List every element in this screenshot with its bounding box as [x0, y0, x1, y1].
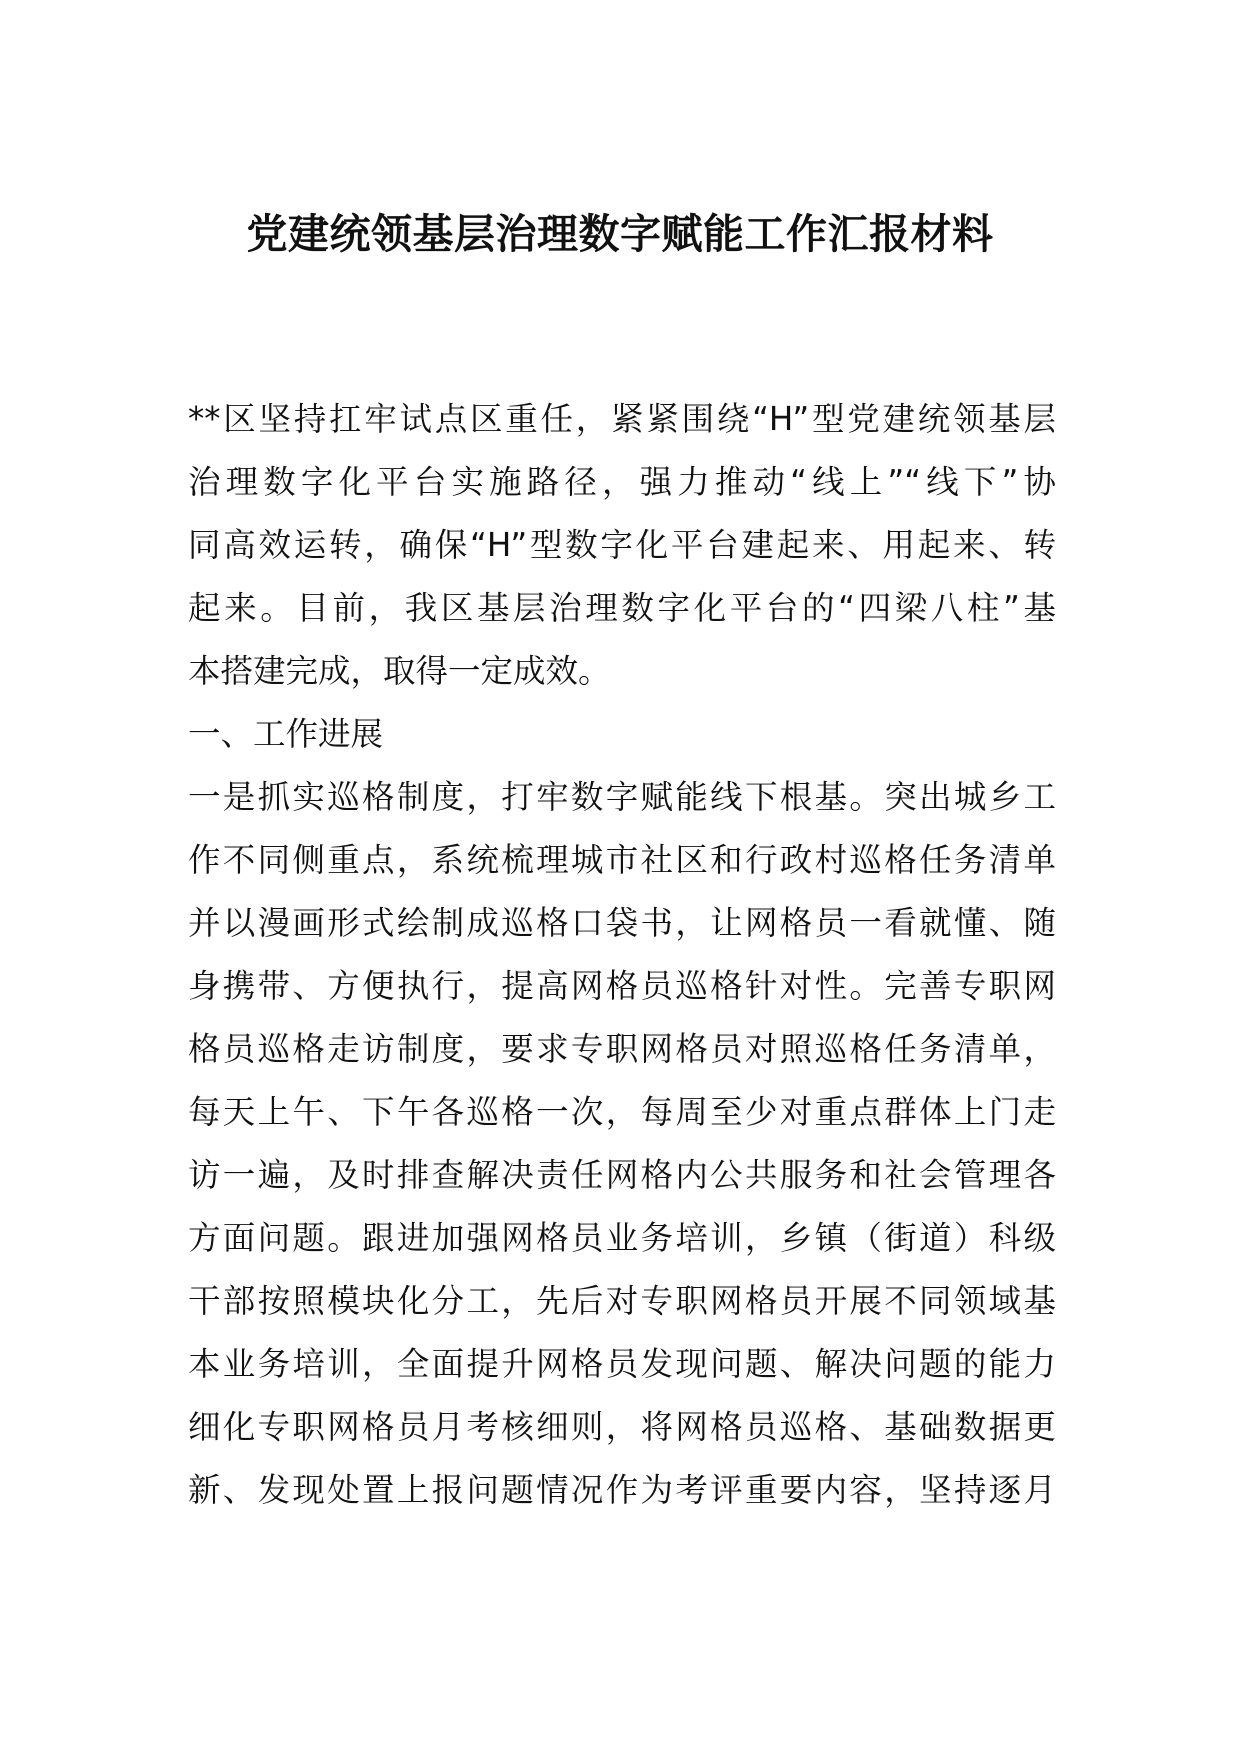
body-line: 并以漫画形式绘制成巡格口袋书，让网格员一看就懂、随 [188, 904, 1056, 942]
body-line: 细化专职网格员月考核细则，将网格员巡格、基础数据更 [188, 1408, 1056, 1446]
body-line: 每天上午、下午各巡格一次，每周至少对重点群体上门走 [188, 1093, 1056, 1131]
body-line: 起来。目前，我区基层治理数字化平台的“四梁八柱”基 [188, 589, 1056, 627]
body-line: **区坚持扛牢试点区重任，紧紧围绕“H”型党建统领基层 [188, 400, 1056, 438]
body-line: 同高效运转，确保“H”型数字化平台建起来、用起来、转 [188, 526, 1056, 564]
body-line: 作不同侧重点，系统梳理城市社区和行政村巡格任务清单 [188, 841, 1056, 879]
body-line: 本搭建完成，取得一定成效。 [188, 652, 611, 690]
body-line: 新、发现处置上报问题情况作为考评重要内容，坚持逐月 [188, 1471, 1056, 1509]
body-line: 治理数字化平台实施路径，强力推动“线上”“线下”协 [188, 463, 1056, 501]
body-line: 格员巡格走访制度，要求专职网格员对照巡格任务清单， [188, 1030, 1056, 1068]
body-line: 身携带、方便执行，提高网格员巡格针对性。完善专职网 [188, 967, 1056, 1005]
document-title: 党建统领基层治理数字赋能工作汇报材料 [246, 210, 994, 258]
body-line: 访一遍，及时排查解决责任网格内公共服务和社会管理各 [188, 1156, 1056, 1194]
body-line: 本业务培训，全面提升网格员发现问题、解决问题的能力 [188, 1345, 1056, 1383]
body-line: 一是抓实巡格制度，打牢数字赋能线下根基。突出城乡工 [188, 778, 1056, 816]
section-heading: 一、工作进展 [188, 715, 384, 753]
body-line: 方面问题。跟进加强网格员业务培训，乡镇（街道）科级 [188, 1219, 1056, 1257]
document-body [188, 388, 1056, 1522]
body-line: 干部按照模块化分工，先后对专职网格员开展不同领域基 [188, 1282, 1056, 1320]
